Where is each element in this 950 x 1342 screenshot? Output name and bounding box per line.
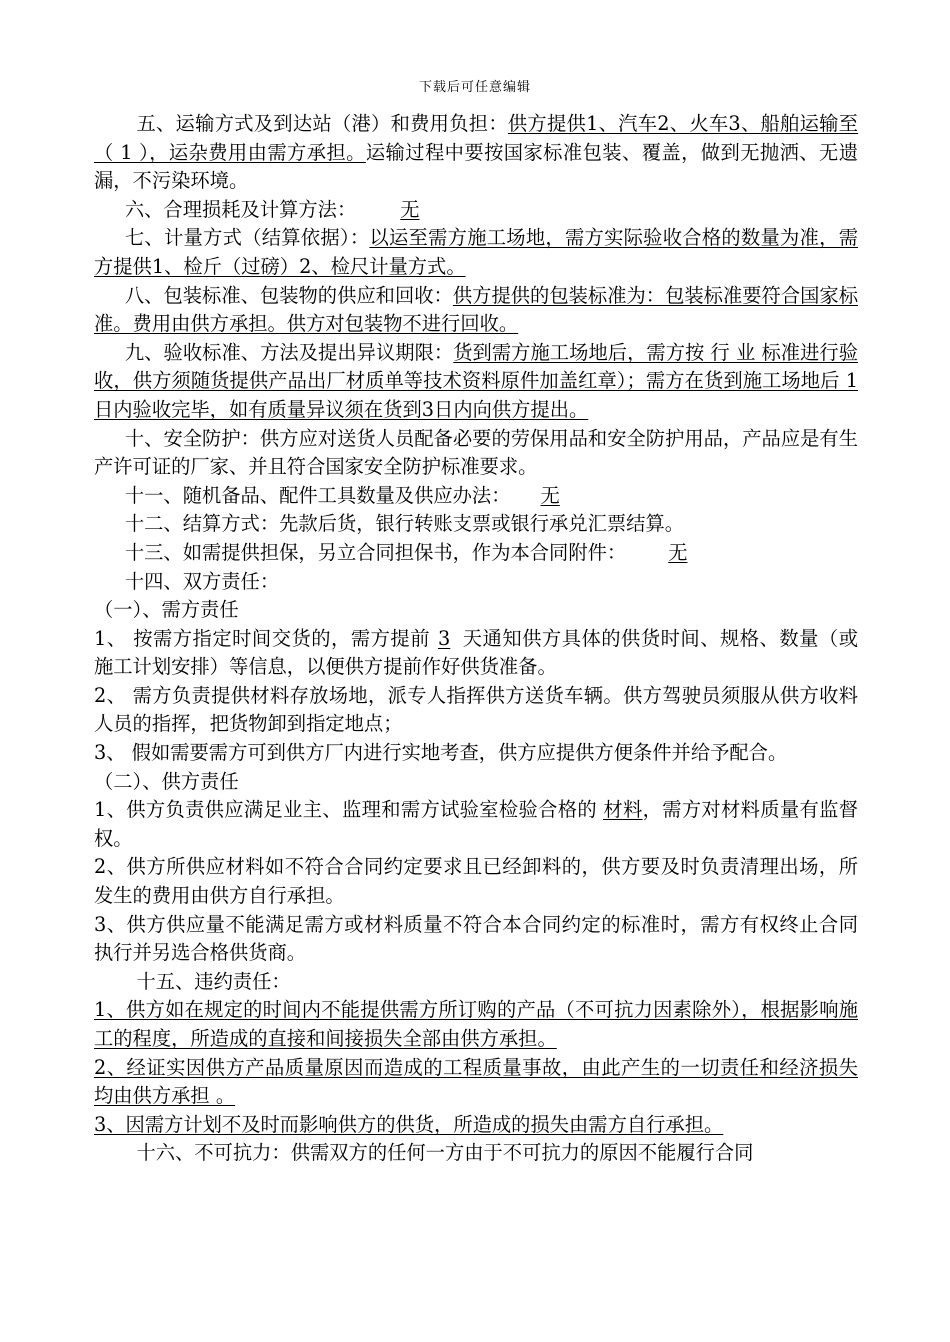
supplier-heading: （二）、供方责任 <box>94 769 239 793</box>
clause-13-lead: 十三、如需提供担保，另立合同担保书，作为本合同附件： <box>124 540 627 564</box>
clause-16: 十六、不可抗力：供需双方的任何一方由于不可抗力的原因不能履行合同 <box>136 1141 754 1165</box>
clause-15-item-1: 1、供方如在规定的时间内不能提供需方所订购的产品（不可抗力因素除外），根据影响施工的程度，所造成的直接和间接损失全部由供方承担。 <box>94 998 858 1050</box>
contract-body <box>94 110 858 1168</box>
clause-10: 十、安全防护：供方应对送货人员配备必要的劳保用品和安全防护用品，产品应是有生产许可证的厂家、并且符合国家安全防护标准要求。 <box>94 426 858 479</box>
clause-15-item-3: 3、因需方计划不及时而影响供方的供货，所造成的损失由需方自行承担。 <box>94 1112 724 1136</box>
clause-12: 十二、结算方式：先款后货，银行转账支票或银行承兑汇票结算。 <box>124 512 685 536</box>
clause-8-underlined: 供方提供的包装标准为：包装标准要符合国家标准。费用由供方承担。供方对包装物不进行回收。 <box>94 283 859 336</box>
buyer-item-1: 1、 按需方指定时间交货的，需方提前 3 天通知供方具体的供货时间、规格、数量（或施工计划安排）等信息，以便供方提前作好供货准备。 <box>94 626 858 679</box>
clause-8 <box>94 282 858 339</box>
clause-5-tail: 运输过程中要按国家标准包装、覆盖，做到无抛洒、无遗漏，不污染环境。 <box>94 140 858 193</box>
supplier-item-1: 1、供方负责供应满足业主、监理和需方试验室检验合格的 材料，需方对材料质量有监督权。 <box>94 798 859 850</box>
buyer-heading: （一）、需方责任 <box>94 598 239 622</box>
supplier-item-2: 2、供方所供应材料如不符合合同约定要求且已经卸料的，供方要及时负责清理出场，所发生的费用由供方自行承担。 <box>94 855 858 908</box>
clause-14: 十四、双方责任： <box>124 569 280 593</box>
buyer-item-2: 2、 需方负责提供材料存放场地，派专人指挥供方送货车辆。供方驾驶员须服从供方收料人员的指挥，把货物卸到指定地点； <box>94 683 858 736</box>
clause-13-value: 无 <box>668 540 688 564</box>
clause-11-value: 无 <box>540 483 560 507</box>
supplier-item-1-material: 材料 <box>603 798 643 822</box>
clause-15-item-2: 2、经证实因供方产品质量原因而造成的工程质量事故，由此产生的一切责任和经济损失均由供方承担 。 <box>94 1055 858 1108</box>
clause-7-lead: 七、计量方式（结算依据）： <box>124 226 370 250</box>
buyer-item-3: 3、 假如需要需方可到供方厂内进行实地考查，供方应提供方便条件并给予配合。 <box>94 741 788 765</box>
clause-13 <box>94 539 858 568</box>
clause-9-underlined: 货到需方施工场地后，需方按 行 业 标准进行验收，供方须随货提供产品出厂材质单等技术资料原件加盖红章）；需方在货到施工场地后 1 日内验收完毕，如有质量异议须在货到3日内向供方提出。 <box>94 340 858 421</box>
buyer-item-1-days: 3 <box>437 626 451 650</box>
clause-7 <box>94 224 858 281</box>
clause-6-lead: 六、合理损耗及计算方法： <box>124 197 357 221</box>
clause-11-lead: 十一、随机备品、配件工具数量及供应办法： <box>124 483 511 507</box>
clause-5-lead: 五、运输方式及到达站（港）和费用负担： <box>136 112 508 135</box>
clause-9-lead: 九、验收标准、方法及提出异议期限： <box>124 340 454 364</box>
supplier-item-3: 3、供方供应量不能满足需方或材料质量不符合本合同约定的标准时，需方有权终止合同执行并另选合格供货商。 <box>94 912 858 965</box>
clause-7-underlined: 以运至需方施工场地，需方实际验收合格的数量为准，需方提供1、检斤（过磅）2、检尺计量方式。 <box>94 226 859 278</box>
clause-6 <box>94 196 858 225</box>
clause-15-heading: 十五、违约责任： <box>136 969 291 993</box>
clause-9 <box>94 339 858 425</box>
clause-5 <box>94 110 858 196</box>
page-header: 下载后可任意编辑 <box>418 80 531 95</box>
clause-8-lead: 八、包装标准、包装物的供应和回收： <box>124 283 453 307</box>
clause-6-value: 无 <box>400 197 420 221</box>
clause-11 <box>94 482 858 511</box>
clause-5-underlined: 供方提供1、汽车2、火车3、船舶运输至 （ 1 ），运杂费用由需方承担。 <box>94 112 858 164</box>
